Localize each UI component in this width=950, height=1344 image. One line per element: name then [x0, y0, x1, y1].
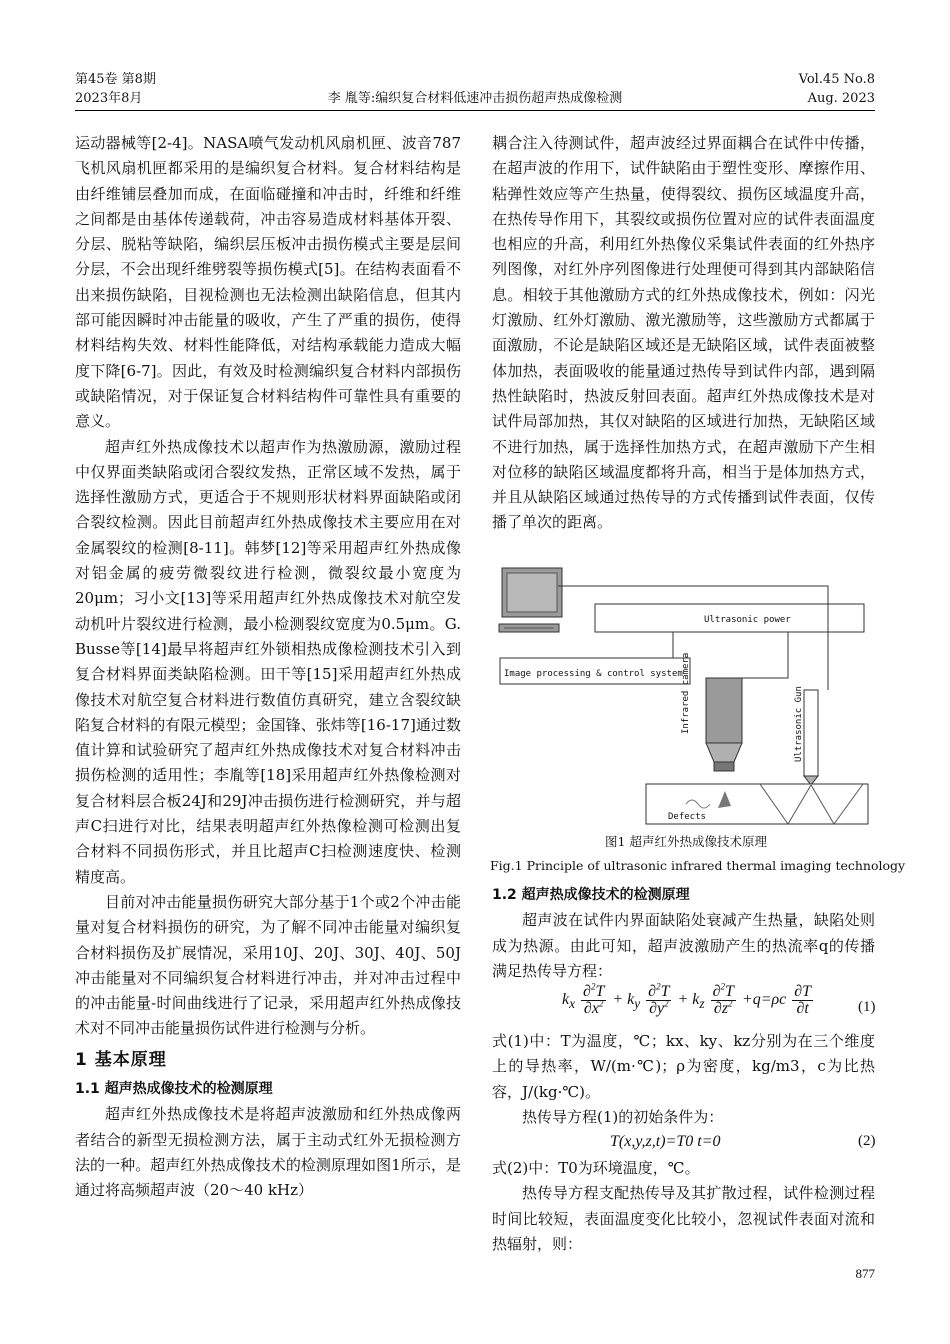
running-title: 李 胤等:编织复合材料低速冲击损伤超声热成像检测: [327, 91, 623, 106]
paragraph-7: 式(1)中：T为温度，℃；kx、ky、kz分别为在三个维度上的导热率，W/(m·℃)；ρ为密度，kg/m3，c为比热容，J/(kg·℃)。: [492, 1032, 875, 1101]
paragraph-4: 超声红外热成像技术是将超声波激励和红外热成像两者结合的新型无损检测方法，属于主动式红外无损检测方法的一种。超声红外热成像技术的检测原理如图1所示，是通过将高频超声波（20～40 kHz）: [75, 1105, 461, 1200]
right-column-bottom: [492, 883, 875, 984]
infrared-camera: [706, 678, 742, 771]
paragraph-8: 热传导方程(1)的初始条件为：: [522, 1107, 724, 1126]
journal-volume-issue-en: Vol.45 No.8: [798, 72, 875, 87]
paragraph-1: 运动器械等[2-4]。NASA喷气发动机风扇机匣、波音787飞机风扇机匣都采用的是编织复合材料。复合材料结构是由纤维铺层叠加而成，在面临碰撞和冲击时，纤维和纤维之间都是由基体传递载荷，冲击容易造成材料基体开裂、分层、脱粘等缺陷，编织层压板冲击损伤模式主要是层间分层，不会出现纤维劈裂等损伤模式[5]。在结构表面看不出来损伤缺陷，目视检测也无法检测出缺陷信息，但其内部可能因瞬时冲击能量的吸收，产生了严重的损伤，使得材料结构失效、材料性能降低，对结构承载能力造成大幅度下降[6-7]。因此，有效及时检测编织复合材料内部损伤或缺陷情况，对于保证复合材料结构件可靠性具有重要的意义。: [75, 134, 461, 431]
journal-volume-issue: 第45卷 第8期: [75, 72, 156, 87]
section-1-heading: 1 基本原理: [75, 1049, 167, 1070]
equation-1: $k_x$ $\frac{\partial^2T}{\partial x^2}$ + $k_y$ $\frac{\partial^2T}{\partial y^2}$ + $k_z$ $\frac{\partial^2T}{\partial z^2}$ +q=ρc $\frac{\partial T}{\partial t}$: [562, 981, 812, 1017]
computer-keyboard: [499, 624, 559, 632]
paragraph-6: 超声波在试件内界面缺陷处衰减产生热量，缺陷处则成为热源。由此可知，超声波激励产生的热流率q的传播满足热传导方程：: [492, 911, 875, 980]
paragraph-10: 热传导方程支配热传导及其扩散过程，试件检测过程时间比较短，表面温度变化比较小，忽视试件表面对流和热辐射，则：: [492, 1184, 875, 1253]
right-column-notes: [492, 1029, 875, 1130]
header-rule: [75, 110, 875, 111]
paragraph-3: 目前对冲击能量损伤研究大部分基于1个或2个冲击能量对复合材料损伤的研究，为了解不同冲击能量对编织复合材料损伤及扩展情况，采用10J、20J、30J、40J、50J冲击能量对不同编织复合材料进行冲击，并对冲击过程中的冲击能量-时间曲线进行了记录，采用超声红外热成像技术对不同冲击能量损伤试件进行检测与分析。: [75, 892, 461, 1038]
right-column-top: [492, 131, 875, 536]
label-ultrasonic-power: Ultrasonic power: [704, 615, 791, 625]
computer-monitor: [502, 568, 562, 617]
paragraph-9: 式(2)中：T0为环境温度，℃。: [492, 1159, 700, 1177]
label-infrared-camera: Infrared camera: [681, 652, 691, 734]
journal-date-en: Aug. 2023: [807, 91, 875, 106]
paragraph-2: 超声红外热成像技术以超声作为热激励源，激励过程中仅界面类缺陷或闭合裂纹发热，正常区域不发热，属于选择性激励方式，更适合于不规则形状材料界面缺陷或闭合裂纹检测。因此目前超声红外热成像技术主要应用在对金属裂纹的检测[8-11]。韩梦[12]等采用超声红外热成像对铝金属的疲劳微裂纹进行检测，微裂纹最小宽度为20μm；习小文[13]等采用超声红外热成像技术对航空发动机叶片裂纹进行检测，最小检测裂纹宽度为0.5μm。G. Busse等[14]最早将超声红外锁相热成像检测技术引入到复合材料界面类缺陷检测。田干等[15]采用超声红外热成像技术对航空复合材料进行数值仿真研究，建立含裂纹缺陷复合材料的有限元模型；金国锋、张炜等[16-17]通过数值计算和试验研究了超声红外热成像技术对复合材料冲击损伤检测的适用性；李胤等[18]采用超声红外热像检测对复合材料层合板24J和29J冲击损伤进行检测研究，并与超声C扫进行对比，结果表明超声红外热像检测可检测出复合材料不同损伤形式，并且比超声C扫检测速度快、检测精度高。: [75, 437, 461, 886]
equation-2-number: (2): [858, 1133, 876, 1149]
figure-1-schematic: [498, 566, 874, 828]
ultrasonic-gun: [804, 690, 818, 785]
page-number: 877: [855, 1266, 875, 1281]
left-column: [75, 131, 461, 1203]
equation-1-number: (1): [858, 999, 876, 1015]
figure-1-caption-en: Fig.1 Principle of ultrasonic infrared thermal imaging technology: [490, 858, 906, 873]
figure-1-caption-cn: 图1 超声红外热成像技术原理: [605, 834, 767, 849]
paragraph-5: 耦合注入待测试件，超声波经过界面耦合在试件中传播，在超声波的作用下，试件缺陷由于塑性变形、摩擦作用、粘弹性效应等产生热量，使得裂纹、损伤区域温度升高，在热传导作用下，其裂纹或损伤位置对应的试件表面温度也相应的升高，利用红外热像仪采集试件表面的红外热序列图像，对红外序列图像进行处理便可得到其内部缺陷信息。相较于其他激励方式的红外热成像技术，例如：闪光灯激励、红外灯激励、激光激励等，这些激励方式都属于面激励，不论是缺陷区域还是无缺陷区域，试件表面被整体加热，表面吸收的能量通过热传导到试件内部，遇到隔热性缺陷时，热波反射回表面。超声红外热成像技术是对试件局部加热，其仅对缺陷的区域进行加热，无缺陷区域不进行加热，属于选择性加热方式，在超声激励下产生相对位移的缺陷区域温度都将升高，相当于是体加热方式，并且从缺陷区域通过热传导的方式传播到试件表面，仅传播了单次的距离。: [492, 134, 875, 532]
label-defects: Defects: [668, 812, 706, 822]
section-1-1-heading: 1.1 超声热成像技术的检测原理: [75, 1080, 273, 1097]
label-ultrasonic-gun: Ultrasonic Gun: [794, 686, 804, 762]
right-column-end: [492, 1156, 875, 1257]
section-1-2-heading: 1.2 超声热成像技术的检测原理: [492, 887, 690, 903]
equation-2: T(x,y,z,t)=T0 t=0: [610, 1133, 721, 1150]
label-control-system: Image processing & control system: [504, 669, 683, 679]
journal-date: 2023年8月: [75, 91, 143, 106]
